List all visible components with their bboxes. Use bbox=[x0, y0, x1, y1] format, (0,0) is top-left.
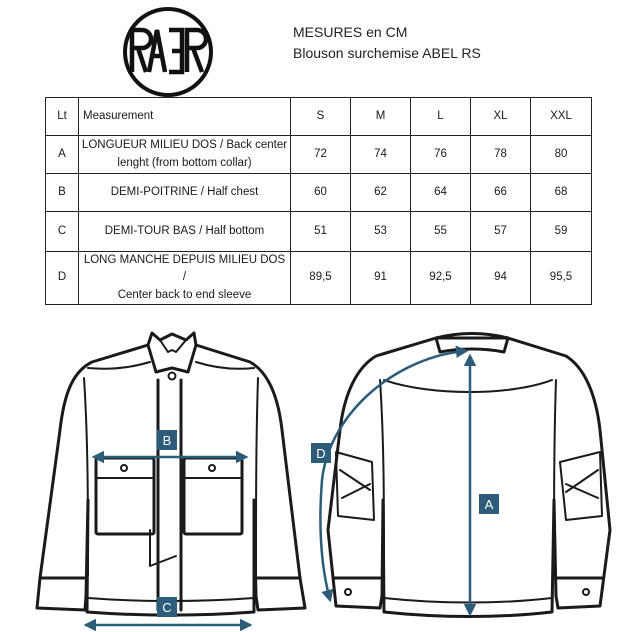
col-header-s: S bbox=[291, 98, 351, 136]
cell-xxl: 59 bbox=[531, 212, 592, 252]
cell-m: 62 bbox=[351, 174, 411, 212]
cell-m: 91 bbox=[351, 252, 411, 305]
col-header-m: M bbox=[351, 98, 411, 136]
brand-logo-text: RAER bbox=[168, 94, 171, 95]
cell-s: 60 bbox=[291, 174, 351, 212]
cell-s: 89,5 bbox=[291, 252, 351, 305]
cell-s: 51 bbox=[291, 212, 351, 252]
row-measurement: LONGUEUR MILIEU DOS / Back center lenght (from bottom collar) bbox=[79, 136, 291, 174]
cell-xl: 94 bbox=[471, 252, 531, 305]
row-measurement: DEMI-TOUR BAS / Half bottom bbox=[79, 212, 291, 252]
brand-logo bbox=[122, 6, 214, 98]
label-b bbox=[157, 430, 177, 450]
cell-l: 64 bbox=[411, 174, 471, 212]
cell-xl: 66 bbox=[471, 174, 531, 212]
table-row bbox=[46, 252, 592, 305]
col-header-l: L bbox=[411, 98, 471, 136]
row-letter: D bbox=[46, 252, 79, 305]
cell-xl: 57 bbox=[471, 212, 531, 252]
row-letter: B bbox=[46, 174, 79, 212]
cell-l: 92,5 bbox=[411, 252, 471, 305]
jacket-diagram bbox=[0, 320, 633, 632]
table-row bbox=[46, 212, 592, 252]
jacket-front-view bbox=[37, 333, 305, 615]
row-letter: C bbox=[46, 212, 79, 252]
cell-m: 53 bbox=[351, 212, 411, 252]
row-letter: A bbox=[46, 136, 79, 174]
col-header-xl: XL bbox=[471, 98, 531, 136]
product-name: Blouson surchemise ABEL RS bbox=[293, 45, 481, 61]
table-header-row bbox=[46, 98, 592, 136]
svg-text:A: A bbox=[484, 497, 494, 512]
cell-s: 72 bbox=[291, 136, 351, 174]
label-d bbox=[311, 443, 331, 463]
cell-m: 74 bbox=[351, 136, 411, 174]
cell-xxl: 95,5 bbox=[531, 252, 592, 305]
size-table bbox=[45, 97, 592, 305]
row-measurement: LONG MANCHE DEPUIS MILIEU DOS / Center back to end sleeve bbox=[79, 252, 291, 305]
table-row bbox=[46, 174, 592, 212]
svg-text:C: C bbox=[162, 600, 172, 615]
col-header-letter: Lt bbox=[46, 98, 79, 136]
label-a bbox=[479, 494, 499, 514]
svg-text:D: D bbox=[316, 446, 326, 461]
table-row bbox=[46, 136, 592, 174]
cell-xl: 78 bbox=[471, 136, 531, 174]
cell-xxl: 68 bbox=[531, 174, 592, 212]
measure-d-line bbox=[320, 351, 466, 600]
label-c bbox=[157, 597, 177, 617]
cell-l: 55 bbox=[411, 212, 471, 252]
col-header-measurement: Measurement bbox=[79, 98, 291, 136]
cell-l: 76 bbox=[411, 136, 471, 174]
col-header-xxl: XXL bbox=[531, 98, 592, 136]
row-measurement: DEMI-POITRINE / Half chest bbox=[79, 174, 291, 212]
svg-text:B: B bbox=[162, 433, 172, 448]
page-title: MESURES en CM bbox=[293, 24, 408, 40]
cell-xxl: 80 bbox=[531, 136, 592, 174]
